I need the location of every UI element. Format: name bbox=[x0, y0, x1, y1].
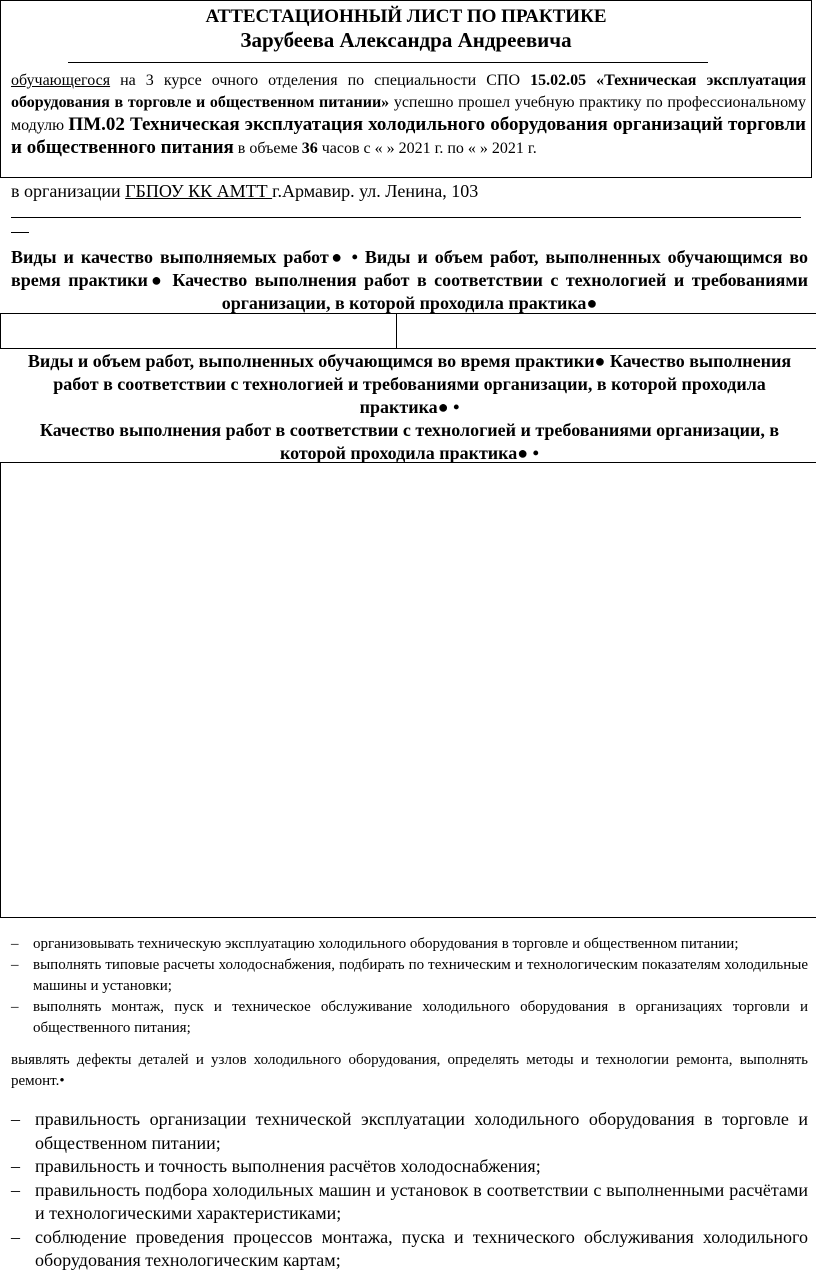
dash-marker: – bbox=[11, 957, 19, 973]
student-name: Зарубеева Александра Андреевича bbox=[240, 28, 572, 52]
intro-part-3: в объеме bbox=[233, 140, 302, 157]
list-item bbox=[11, 1226, 808, 1273]
criterion-text: правильность подбора холодильных машин и установок в соответствии с выполненными расчётами и технологическими характеристиками; bbox=[35, 1179, 808, 1223]
dash-marker: – bbox=[11, 1179, 20, 1200]
section2-heading-a: Виды и объем работ, выполненных обучающимся во время практики bbox=[27, 351, 595, 371]
organization-prefix: в организации bbox=[11, 181, 126, 201]
intro-part-1: на 3 курсе очного отделения по специальности СПО bbox=[110, 72, 531, 89]
hours-value: 36 bbox=[301, 140, 318, 157]
section1-heading-c: Качество выполнения работ в соответствии с технологией и требованиями организации, в которой проходила практика bbox=[172, 270, 809, 313]
bullet-dot-5: ● bbox=[594, 351, 606, 371]
skill-text: выполнять типовые расчеты холодоснабжения, подбирать по техническим и технологическим показателям холодильные машины и установки; bbox=[33, 957, 808, 994]
bullet-dot-2: • bbox=[351, 247, 358, 267]
skill-text: выполнять монтаж, пуск и техническое обслуживание холодильного оборудования в организациях торговли и общественного питания; bbox=[33, 999, 808, 1036]
section1-heading bbox=[11, 246, 808, 315]
organization-address: г.Армавир. ул. Ленина, 103 bbox=[272, 181, 479, 201]
skills-list bbox=[11, 934, 808, 1039]
criterion-text: правильность и точность выполнения расчётов холодоснабжения; bbox=[35, 1156, 541, 1176]
section2-heading bbox=[11, 350, 808, 465]
bullet-dot-4: ● bbox=[586, 293, 598, 313]
list-item bbox=[11, 1155, 808, 1179]
table-cell-left bbox=[0, 313, 397, 349]
organization-name: ГБПОУ КК АМТТ bbox=[125, 181, 273, 201]
intro-part-4: часов с « » 2021 г. по « » 2021 г. bbox=[317, 140, 537, 157]
dash-marker: – bbox=[11, 999, 19, 1015]
bullet-dot-8: ● bbox=[517, 443, 529, 463]
skill-last-text: выявлять дефекты деталей и узлов холодильного оборудования, определять методы и технологии ремонта, выполнять ремонт. bbox=[11, 1052, 808, 1089]
organization-rule bbox=[11, 217, 801, 218]
bullet-dot-9: • bbox=[532, 443, 539, 463]
name-underline bbox=[68, 62, 708, 63]
bullet-dot-3: ● bbox=[147, 270, 165, 290]
dash-marker: – bbox=[11, 1156, 20, 1176]
section2-heading-b: Качество выполнения работ в соответствии с технологией и требованиями организации, в которой проходила практика bbox=[53, 351, 792, 417]
student-word: обучающегося bbox=[11, 72, 111, 89]
section1-heading-b: Виды и объем работ, выполненных обучающимся во время практики bbox=[11, 247, 809, 290]
intro-part-2: успешно прошел учебную практику по профессиональному модулю bbox=[11, 94, 806, 134]
bullet-dot-7: • bbox=[453, 397, 460, 417]
specialty: 15.02.05 «Техническая эксплуатация оборудования в торговле и общественном питании» bbox=[11, 72, 807, 111]
bullet-dot-1: ● bbox=[328, 247, 345, 267]
empty-table-box bbox=[0, 462, 816, 918]
table-cell-right bbox=[396, 313, 816, 349]
dash-marker: – bbox=[11, 936, 19, 952]
list-item bbox=[11, 934, 808, 955]
list-item bbox=[11, 1108, 808, 1155]
list-item bbox=[11, 1179, 808, 1226]
criteria-list bbox=[11, 1108, 808, 1273]
document-title: АТТЕСТАЦИОННЫЙ ЛИСТ ПО ПРАКТИКЕ bbox=[205, 6, 607, 27]
list-item bbox=[11, 997, 808, 1039]
bullet-dot-6: ● bbox=[437, 397, 449, 417]
criterion-text: правильность организации технической эксплуатации холодильного оборудования в торговле и общественном питании; bbox=[35, 1109, 808, 1153]
skill-text: организовывать техническую эксплуатацию холодильного оборудования в торговле и общественном питании; bbox=[33, 936, 739, 952]
intro-paragraph bbox=[11, 70, 806, 160]
criterion-text: соблюдение проведения процессов монтажа, пуска и технического обслуживания холодильного оборудования технологическим картам; bbox=[35, 1226, 808, 1270]
bullet-dot-10: • bbox=[59, 1073, 65, 1089]
module-name: ПМ.02 Техническая эксплуатация холодильного оборудования организаций торговли и общественного питания bbox=[11, 114, 806, 158]
section2-heading-c: Качество выполнения работ в соответствии с технологией и требованиями организации, в которой проходила практика bbox=[39, 420, 780, 463]
organization-line bbox=[11, 180, 806, 202]
list-item bbox=[11, 955, 808, 997]
short-dash-rule bbox=[11, 232, 29, 233]
section1-heading-a: Виды и качество выполняемых работ bbox=[11, 247, 329, 267]
dash-marker: – bbox=[11, 1109, 20, 1129]
skills-last-line bbox=[11, 1050, 808, 1092]
dash-marker: – bbox=[11, 1226, 20, 1247]
